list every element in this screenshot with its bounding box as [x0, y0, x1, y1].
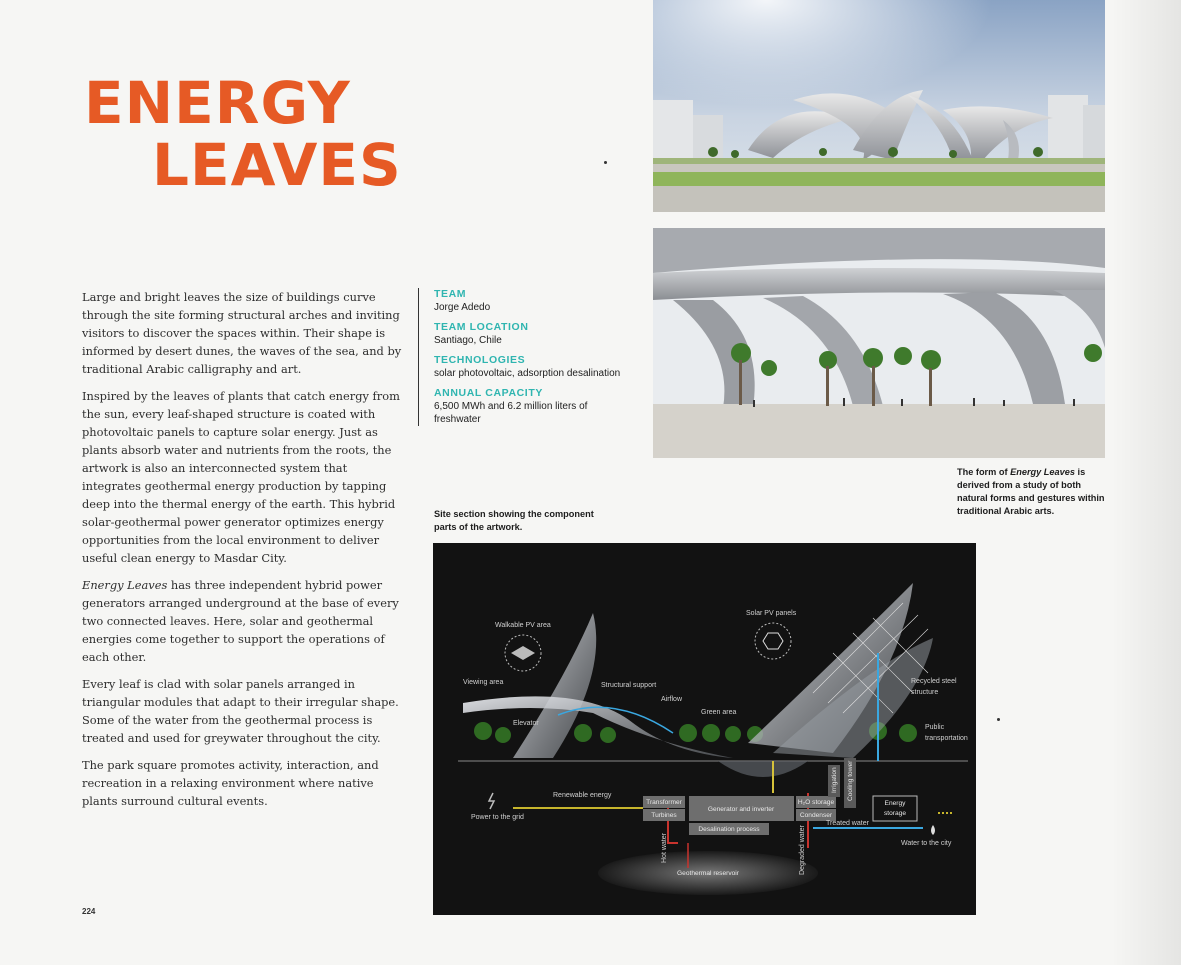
svg-text:Transformer: Transformer [646, 799, 682, 806]
svg-text:Cooling tower: Cooling tower [847, 760, 854, 801]
svg-text:Viewing area: Viewing area [463, 679, 504, 686]
team-value: Jorge Adedo [434, 302, 491, 313]
power-bolt-icon [489, 793, 494, 809]
svg-text:storage: storage [884, 810, 906, 817]
rendering-caption-post: is derived from a study of both natural forms and gestures within traditional Arabic arts. [957, 467, 1105, 516]
annual-capacity-value: 6,500 MWh and 6.2 million liters of freshwater [434, 401, 588, 425]
svg-text:Turbines: Turbines [651, 812, 677, 819]
technologies-label: TECHNOLOGIES [434, 354, 526, 366]
svg-text:Desalination process: Desalination process [698, 826, 760, 833]
paragraph-3-title: Energy Leaves [82, 578, 168, 592]
rendering-exterior-view [653, 0, 1105, 212]
svg-text:Water to the city: Water to the city [901, 840, 952, 847]
svg-text:Airflow: Airflow [661, 696, 683, 703]
team-location-label: TEAM LOCATION [434, 321, 529, 333]
svg-text:Hot water: Hot water [661, 833, 668, 863]
svg-text:Renewable energy: Renewable energy [553, 792, 612, 799]
svg-text:Energy: Energy [884, 800, 906, 807]
site-section-diagram [433, 543, 976, 915]
rendering-caption-pre: The form of [957, 467, 1011, 477]
geothermal-reservoir-label: Geothermal reservoir [677, 870, 739, 877]
svg-text:Solar PV panels: Solar PV panels [746, 610, 797, 617]
svg-text:structure: structure [911, 689, 939, 696]
speck [997, 718, 1000, 721]
rendering-caption-title: Energy Leaves [1010, 467, 1075, 477]
solar-pv-icon [755, 623, 791, 659]
svg-text:Elevator: Elevator [513, 720, 539, 727]
water-drop-icon [931, 825, 935, 835]
svg-text:Structural support: Structural support [601, 682, 657, 689]
svg-text:H₂O storage: H₂O storage [797, 799, 835, 806]
annual-capacity-label: ANNUAL CAPACITY [434, 387, 543, 399]
svg-text:transportation: transportation [925, 735, 968, 742]
paragraph-1: Large and bright leaves the size of buildings curve through the site forming structural arches and inviting visitors to discover the spaces within. Their shape is informed by desert dunes, the waves of the sea, and by traditional Arabic calligraphy and art. [82, 290, 402, 376]
paragraph-4: Every leaf is clad with solar panels arranged in triangular modules that adapt to their irregular shape. Some of the water from the geothermal process is treated and used for greywater throughout the city. [82, 677, 399, 745]
team-location-value: Santiago, Chile [434, 335, 502, 346]
project-info-panel [418, 288, 624, 426]
speck [604, 161, 607, 164]
page-number: 224 [82, 907, 96, 916]
svg-text:Treated water: Treated water [826, 820, 869, 827]
paragraph-3 [82, 576, 404, 666]
title-line-2: LEAVES [152, 131, 402, 199]
paragraph-5: The park square promotes activity, interaction, and recreation in a relaxing environment where native plants surround cultural events. [82, 758, 379, 808]
svg-text:Power to the grid: Power to the grid [471, 814, 524, 821]
team-label: TEAM [434, 288, 467, 300]
section-caption: Site section showing the component parts of the artwork. [434, 509, 594, 532]
paragraph-3-text: has three independent hybrid power generators arranged underground at the base of every two connected leaves. Here, solar and geothermal energies come together to support the operations of each other. [82, 578, 399, 664]
body-text [82, 288, 404, 819]
technologies-value: solar photovoltaic, adsorption desalination [434, 368, 621, 379]
svg-text:Irrigation: Irrigation [831, 767, 838, 793]
page-gutter-shadow [1111, 0, 1181, 965]
rendering-canopy-view [653, 228, 1105, 458]
svg-text:Public: Public [925, 724, 945, 731]
svg-text:Generator and inverter: Generator and inverter [707, 806, 775, 813]
svg-text:Condenser: Condenser [799, 812, 833, 819]
svg-text:Walkable PV area: Walkable PV area [495, 622, 551, 629]
paragraph-2: Inspired by the leaves of plants that catch energy from the sun, every leaf-shaped structure is coated with photovoltaic panels to capture solar energy. Just as plants absorb water and nutrients from the roots, the artwork is also an interconnected system that integrates geothermal energy production by tapping deep into the thermal energy of the earth. This hybrid solar-geothermal power generator optimizes energy opportunities from the local environment to deliver useful clean energy to Masdar City. [82, 389, 400, 565]
title-line-1: ENERGY [84, 69, 351, 137]
svg-text:Degraded water: Degraded water [799, 825, 806, 875]
rendering-caption [957, 466, 1107, 518]
article-title [84, 69, 402, 199]
svg-text:Recycled steel: Recycled steel [911, 678, 957, 685]
svg-text:Green area: Green area [701, 709, 737, 716]
